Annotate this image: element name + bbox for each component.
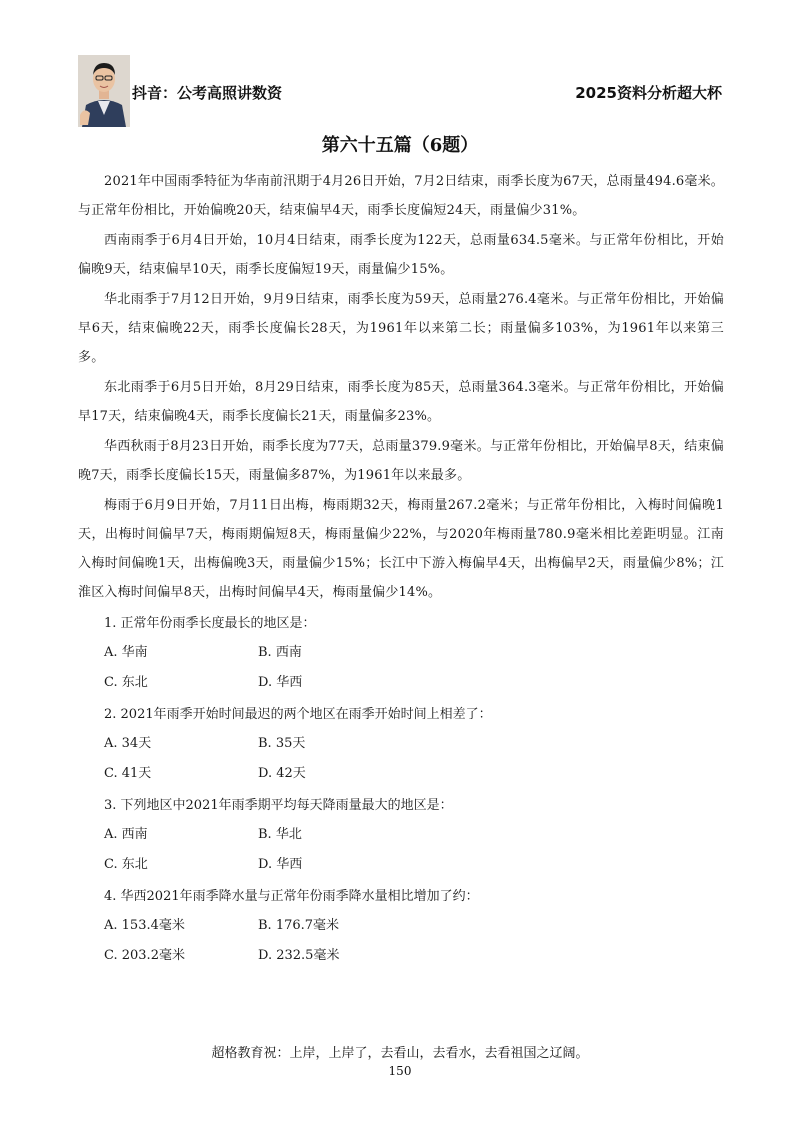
question-stem: 1. 正常年份雨季长度最长的地区是： [104,616,316,631]
options-row [78,729,724,759]
page-title: 第六十五篇（6题） [321,135,479,156]
question-stem: 3. 下列地区中2021年雨季期平均每天降雨量最大的地区是： [104,798,453,813]
option-d[interactable]: D. 232.5毫米 [258,948,340,963]
paragraph-southwest: 西南雨季于6月4日开始，10月4日结束，雨季长度为122天，总雨量634.5毫米。与正常年份相比，开始偏晚9天，结束偏早10天，雨季长度偏短19天，雨量偏少15%。 [78,233,724,277]
options-row [78,820,724,850]
question-stem: 2. 2021年雨季开始时间最迟的两个地区在雨季开始时间上相差了： [104,707,492,722]
page-header [0,0,800,130]
option-b[interactable]: B. 35天 [258,736,306,751]
option-c[interactable]: C. 东北 [104,857,148,872]
paragraph-northeast: 东北雨季于6月5日开始，8月29日结束，雨季长度为85天，总雨量364.3毫米。与正常年份相比，开始偏早17天，结束偏晚4天，雨季长度偏长21天，雨量偏多23%。 [78,380,724,424]
question-3 [78,791,724,880]
options-row [78,941,724,971]
header-series-label: 2025资料分析超大杯 [575,84,722,102]
page-number: 150 [388,1064,412,1078]
footer-motto: 超格教育祝：上岸，上岸了，去看山，去看水，去看祖国之辽阔。 [211,1046,589,1061]
paragraph-south-china: 2021年中国雨季特征为华南前汛期于4月26日开始，7月2日结束，雨季长度为67天，总雨量494.6毫米。与正常年份相比，开始偏晚20天，结束偏早4天，雨季长度偏短24天，雨量偏少31%。 [78,174,724,218]
option-d[interactable]: D. 华西 [258,857,303,872]
option-a[interactable]: A. 153.4毫米 [104,918,185,933]
option-b[interactable]: B. 华北 [258,827,302,842]
option-c[interactable]: C. 203.2毫米 [104,948,185,963]
paragraph-meiyu: 梅雨于6月9日开始，7月11日出梅，梅雨期32天，梅雨量267.2毫米；与正常年份相比，入梅时间偏晚1天，出梅时间偏早7天，梅雨期偏短8天，梅雨量偏少22%，与2020年梅雨量780.9毫米相比差距明显。江南入梅时间偏晚1天，出梅偏晚3天，雨量偏少15%；长江中下游入梅偏早4天，出梅偏早2天，雨量偏少8%；江淮区入梅时间偏早8天，出梅时间偏早4天，梅雨量偏少14%。 [78,498,724,600]
question-stem: 4. 华西2021年雨季降水量与正常年份雨季降水量相比增加了约： [104,889,479,904]
article-body [78,167,724,971]
paragraph-west-china-autumn-rain: 华西秋雨于8月23日开始，雨季长度为77天，总雨量379.9毫米。与正常年份相比，开始偏早8天，结束偏晚7天，雨季长度偏长15天，雨量偏多87%，为1961年以来最多。 [78,439,724,483]
header-channel-label: 抖音：公考高照讲数资 [132,84,283,102]
options-row [78,911,724,941]
option-d[interactable]: D. 42天 [258,766,306,781]
option-b[interactable]: B. 西南 [258,645,302,660]
option-b[interactable]: B. 176.7毫米 [258,918,340,933]
options-row [78,850,724,880]
option-a[interactable]: A. 34天 [104,736,152,751]
option-c[interactable]: C. 41天 [104,766,152,781]
option-a[interactable]: A. 西南 [104,827,148,842]
question-2 [78,700,724,789]
option-c[interactable]: C. 东北 [104,675,148,690]
options-row [78,759,724,789]
option-a[interactable]: A. 华南 [104,645,148,660]
author-avatar [78,55,130,127]
paragraph-north-china: 华北雨季于7月12日开始，9月9日结束，雨季长度为59天，总雨量276.4毫米。与正常年份相比，开始偏早6天，结束偏晚22天，雨季长度偏长28天，为1961年以来第二长；雨量偏多103%，为1961年以来第三多。 [78,292,724,365]
option-d[interactable]: D. 华西 [258,675,303,690]
question-1 [78,609,724,698]
question-4 [78,882,724,971]
options-row [78,638,724,668]
options-row [78,668,724,698]
